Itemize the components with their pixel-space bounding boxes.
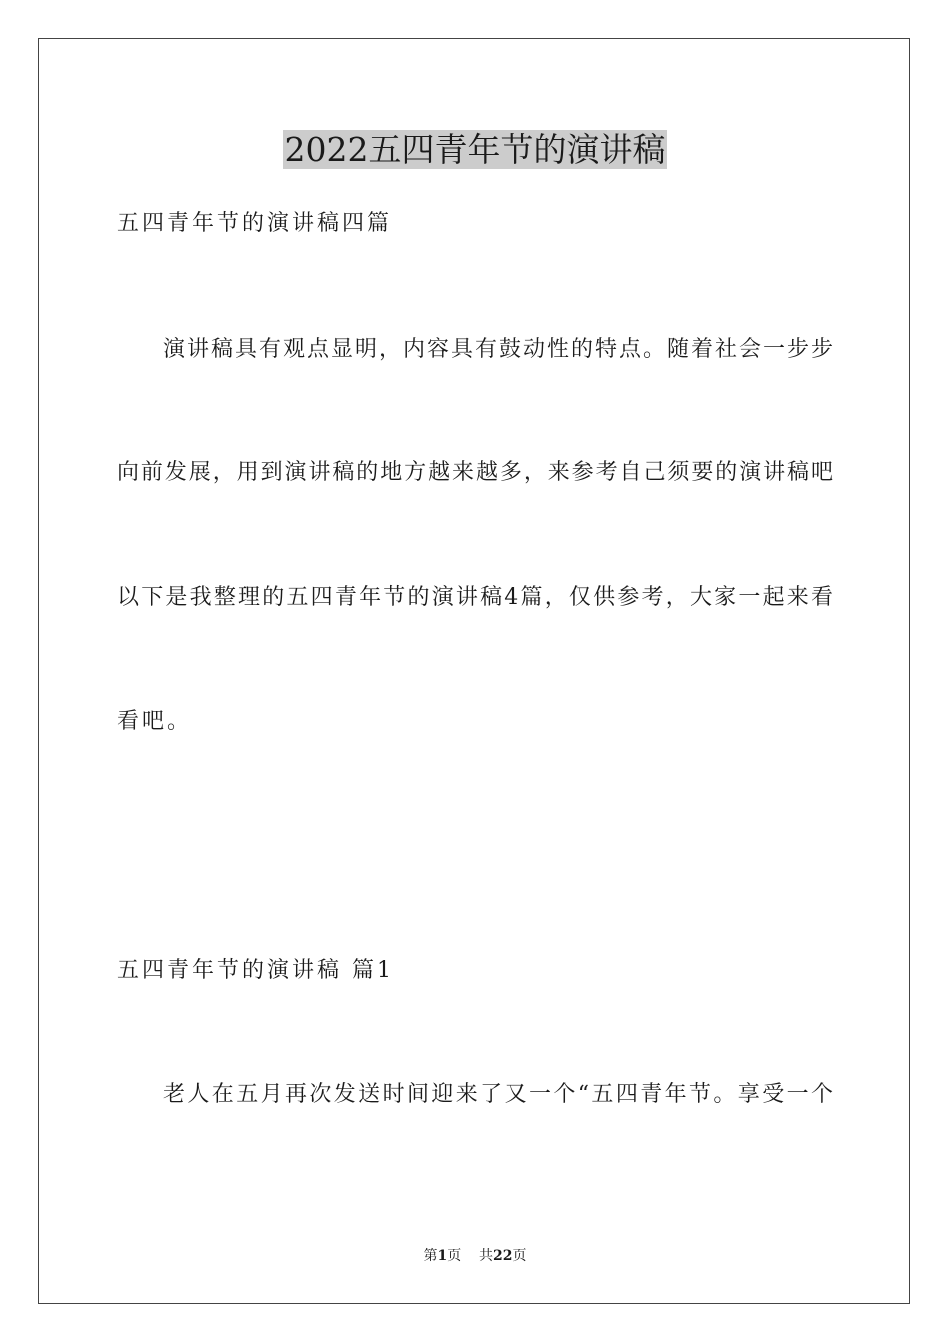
footer-total-prefix: 共 <box>479 1248 494 1264</box>
intro-line-2: 向前发展，用到演讲稿的地方越来越多，来参考自己须要的演讲稿吧 <box>117 460 833 485</box>
title-text: 2022五四青年节的演讲稿 <box>284 130 666 169</box>
footer-total-pages: 22 <box>493 1248 513 1264</box>
footer-page-number: 1 <box>437 1248 448 1264</box>
document-subtitle: 五四青年节的演讲稿四篇 <box>117 211 393 236</box>
footer-total-suffix: 页 <box>512 1248 527 1264</box>
footer-page-prefix: 第 <box>423 1248 438 1264</box>
intro-line-4: 看吧。 <box>117 709 193 734</box>
intro-line-1: 演讲稿具有观点显明，内容具有鼓动性的特点。随着社会一步步 <box>163 337 833 362</box>
section-line-1: 老人在五月再次发送时间迎来了又一个“五四青年节。享受一个 <box>163 1082 833 1107</box>
document-title <box>0 124 950 176</box>
page-footer <box>0 1246 950 1266</box>
footer-page-suffix: 页 <box>447 1248 462 1264</box>
intro-line-3: 以下是我整理的五四青年节的演讲稿4篇，仅供参考，大家一起来看 <box>117 585 833 610</box>
section-heading: 五四青年节的演讲稿 篇1 <box>117 958 394 983</box>
